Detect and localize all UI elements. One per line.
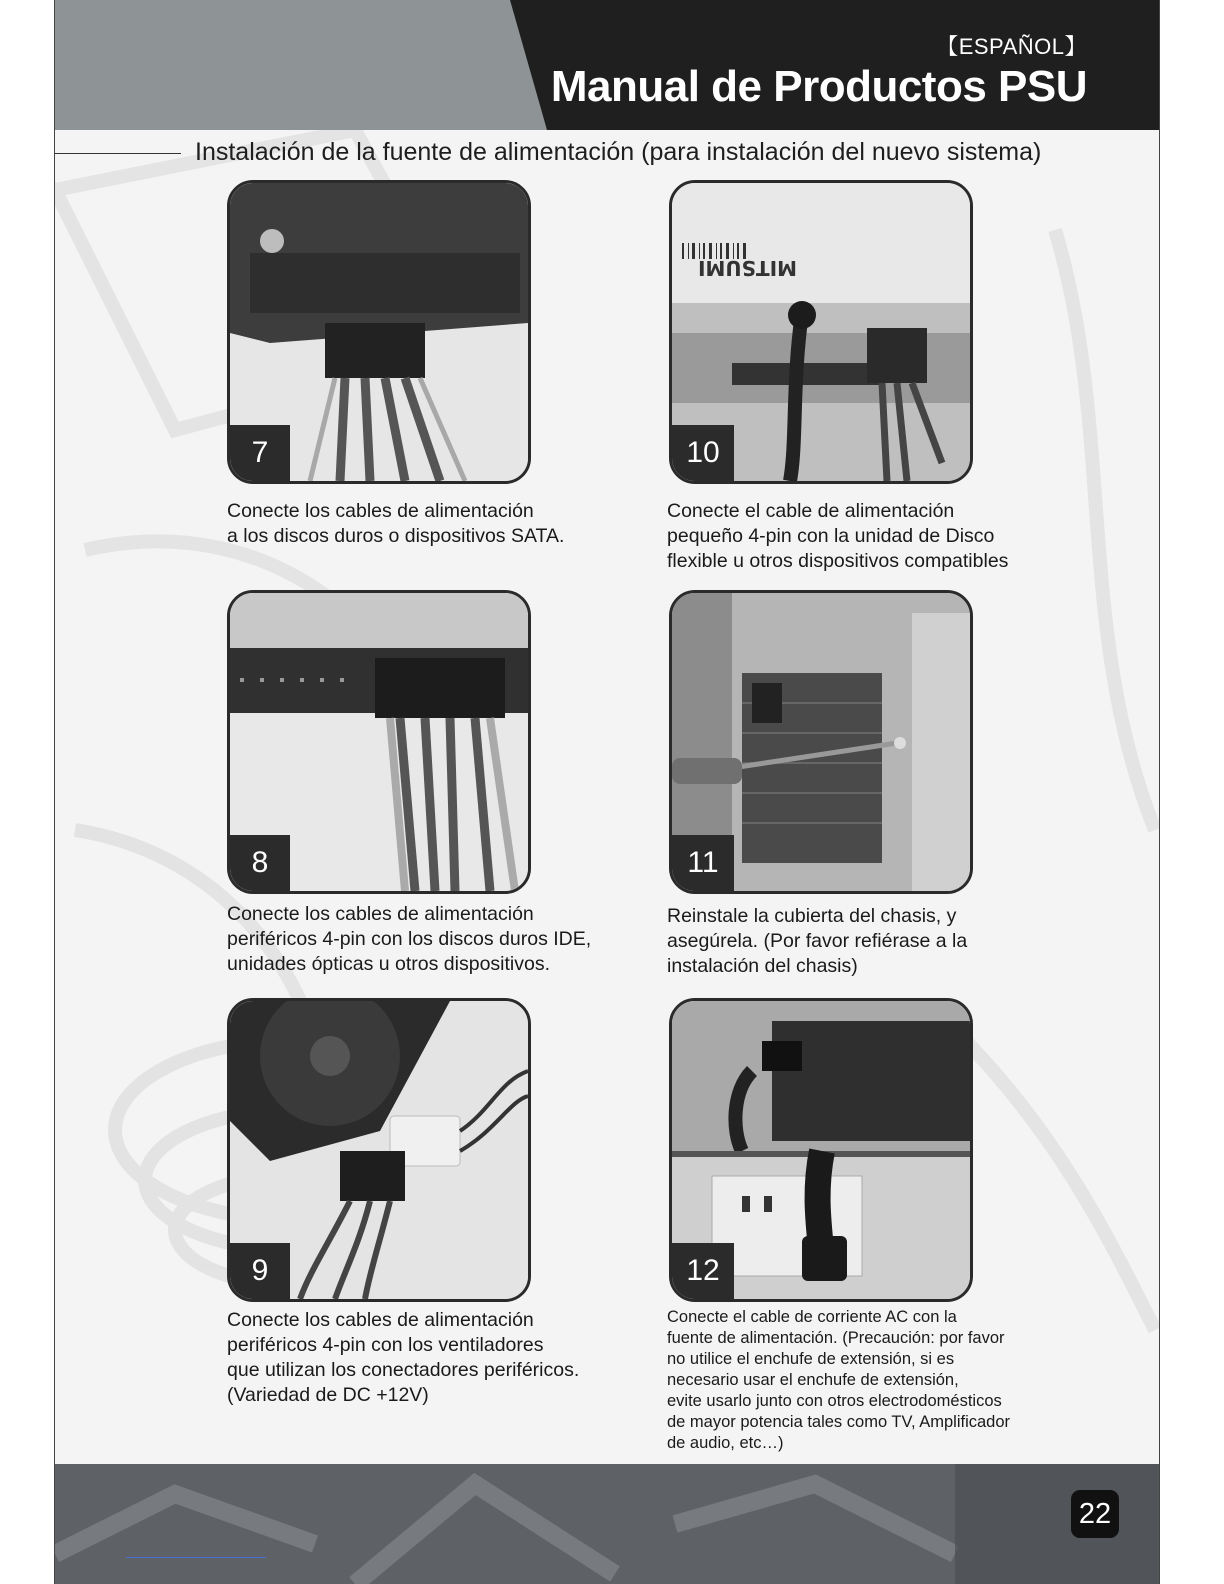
language-label: 【ESPAÑOL】: [936, 34, 1087, 59]
step-number-badge: 12: [672, 1243, 734, 1299]
step-10-caption: Conecte el cable de alimentación pequeño 4-pin con la unidad de Disco flexible u otros dispositivos compatibles: [667, 500, 1009, 572]
step-number-badge: 9: [230, 1243, 290, 1299]
section-rule: [55, 153, 181, 154]
step-12-photo: [669, 998, 973, 1302]
step-number-badge: 8: [230, 835, 290, 891]
step-number-badge: 11: [672, 835, 734, 891]
page-number: 22: [1071, 1490, 1119, 1538]
step-9-photo: [227, 998, 531, 1302]
step-7-photo: [227, 180, 531, 484]
step-11-caption: Reinstale la cubierta del chasis, y asegúrela. (Por favor refiérase a la instalación del chasis): [667, 905, 968, 977]
manual-page: [54, 0, 1160, 1584]
step-11-photo: [669, 590, 973, 894]
step-10-photo: [669, 180, 973, 484]
step-8-photo: [227, 590, 531, 894]
step-9-caption: Conecte los cables de alimentación periféricos 4-pin con los ventiladores que utilizan los conectadores periféricos. (Variedad de DC +12V): [227, 1309, 580, 1406]
section-title: Instalación de la fuente de alimentación (para instalación del nuevo sistema): [195, 138, 1042, 166]
step-12-caption: Conecte el cable de corriente AC con la fuente de alimentación. (Precaución: por favor no utilice el enchufe de extensión, si es necesario usar el enchufe de extensión, evite usarlo junto con otros electrodomésticos de mayor potencia tales como TV, Amplificador de audio, etc…): [667, 1308, 1011, 1452]
background-psu-illustration: [55, 130, 1159, 1464]
page-header: [55, 0, 1159, 130]
step-7-caption: Conecte los cables de alimentación a los discos duros o dispositivos SATA.: [227, 500, 565, 547]
link-underline: [126, 1557, 266, 1558]
manual-title: Manual de Productos PSU: [550, 62, 1087, 111]
footer-band: [55, 1464, 1159, 1584]
step-number-badge: 7: [230, 425, 290, 481]
step-number-badge: 10: [672, 425, 734, 481]
drive-brand-label: MITSUMI: [698, 256, 797, 280]
step-8-caption: Conecte los cables de alimentación periféricos 4-pin con los discos duros IDE, unidades ópticas u otros dispositivos.: [227, 903, 592, 975]
